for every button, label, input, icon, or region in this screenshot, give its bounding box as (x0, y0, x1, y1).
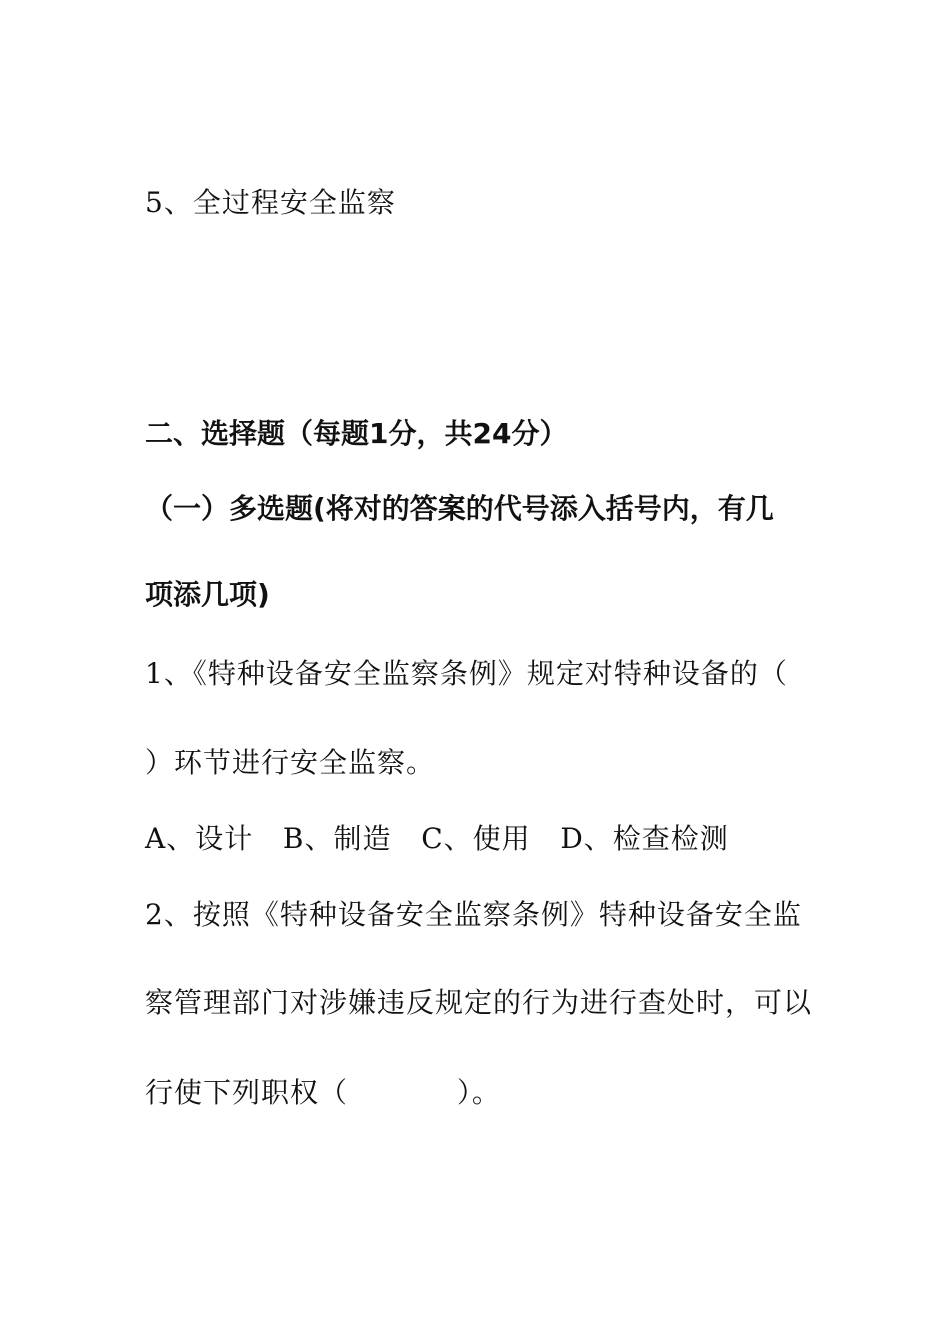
item-5-text: 5、全过程安全监察 (145, 186, 396, 219)
question-2-line-1: 2、按照《特种设备安全监察条例》特种设备安全监 (145, 898, 802, 931)
section-heading: 二、选择题（每题1分，共24分） (145, 417, 568, 450)
question-2-line-3: 行使下列职权（ ）。 (145, 1076, 501, 1109)
question-1-options: A、设计 B、制造 C、使用 D、检查检测 (145, 822, 729, 855)
question-1-line-2: ）环节进行安全监察。 (145, 746, 436, 779)
subsection-heading-line-2: 项添几项) (145, 578, 270, 611)
question-2-line-2: 察管理部门对涉嫌违反规定的行为进行查处时，可以 (145, 986, 813, 1019)
question-1-line-1: 1、《特种设备安全监察条例》规定对特种设备的（ (145, 657, 788, 690)
subsection-heading-line-1: （一）多选题(将对的答案的代号添入括号内，有几 (145, 492, 774, 525)
